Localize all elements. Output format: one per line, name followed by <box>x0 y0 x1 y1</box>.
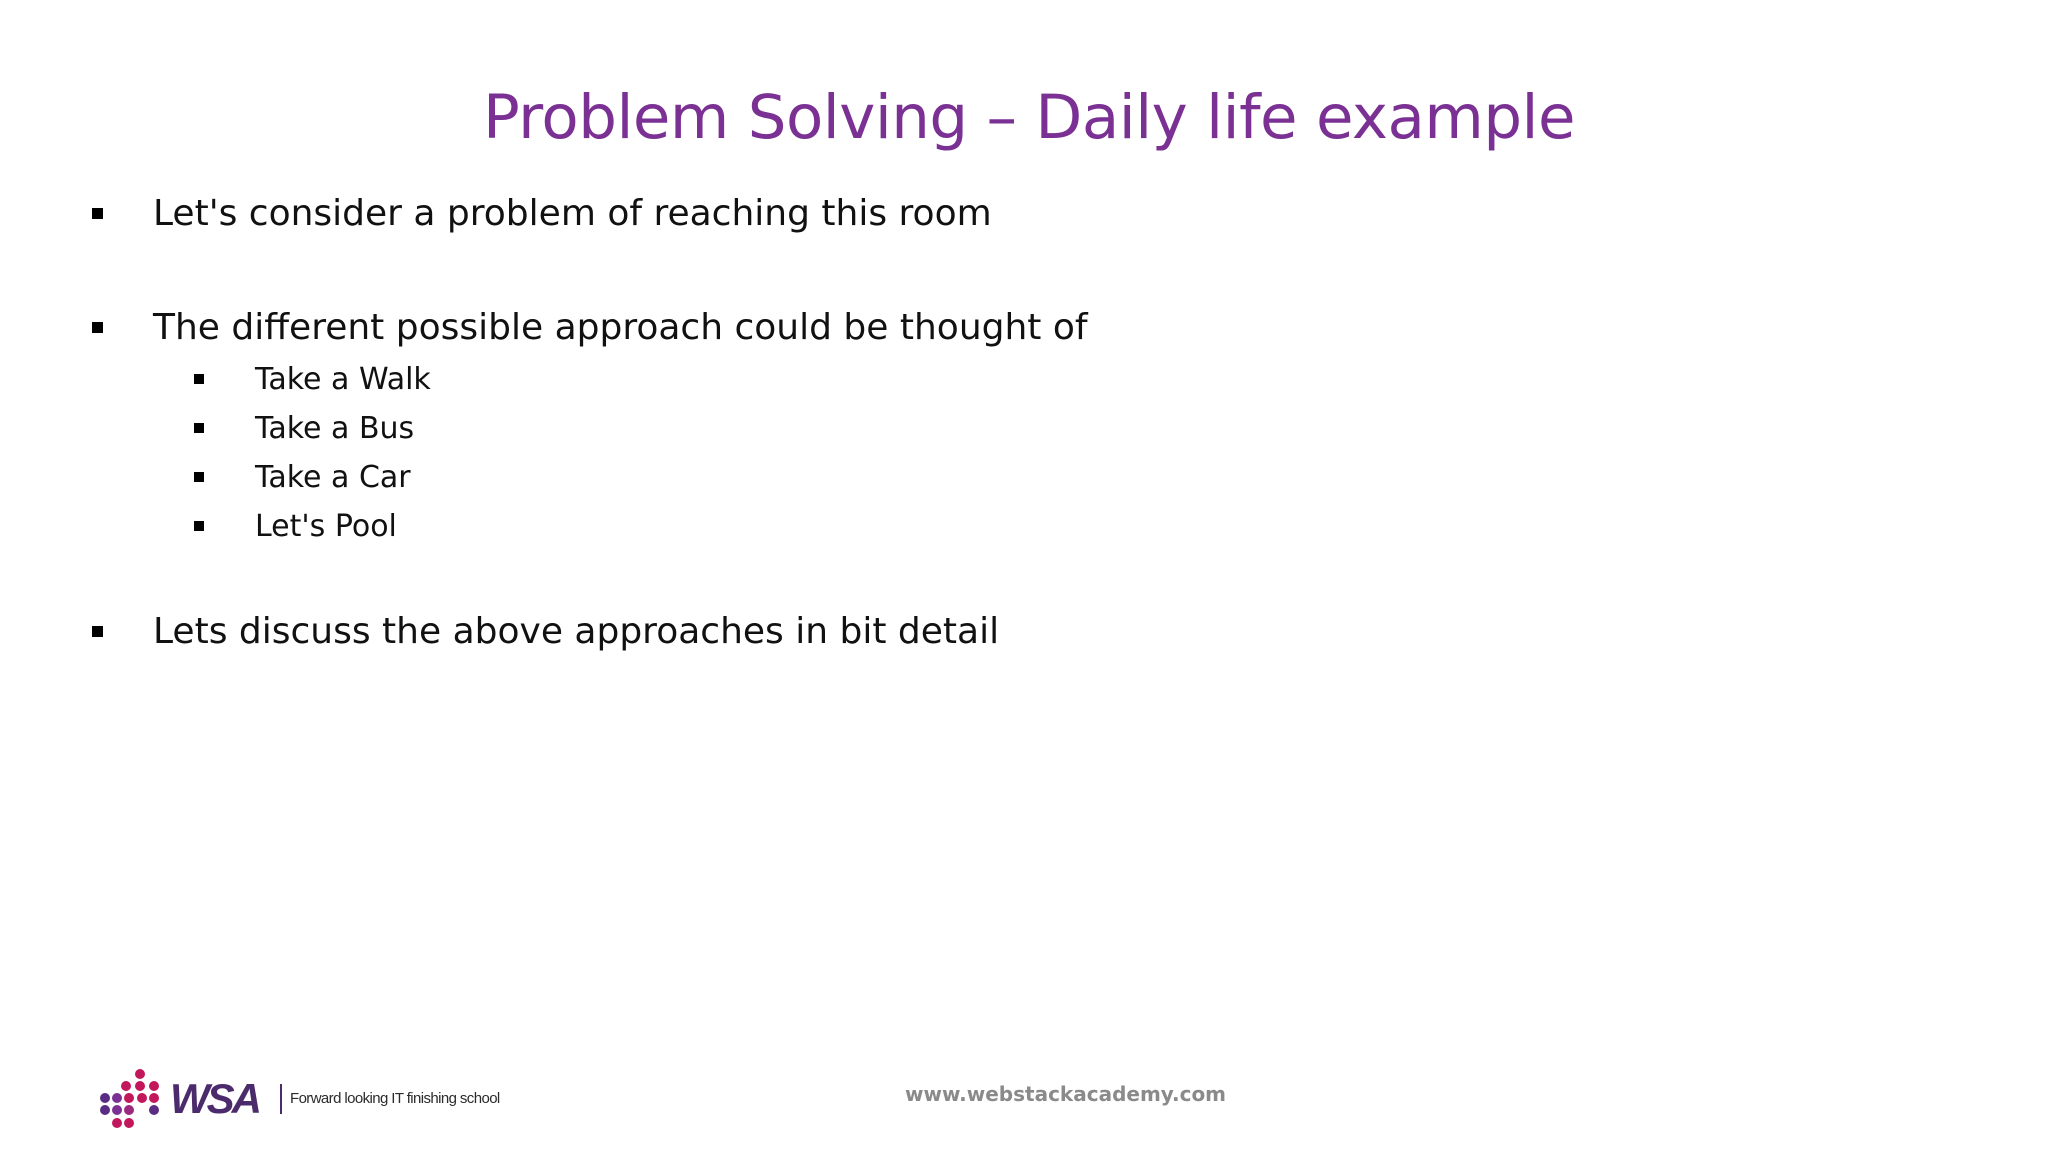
square-bullet-icon <box>92 208 103 219</box>
bullet-text: Lets discuss the above approaches in bit detail <box>153 611 1000 652</box>
footer-url: www.webstackacademy.com <box>905 1082 1227 1106</box>
square-bullet-icon <box>92 626 103 637</box>
bullet-text: The different possible approach could be thought of <box>153 307 1088 348</box>
sub-bullet-text: Take a Car <box>255 460 411 495</box>
sub-bullet-text: Take a Walk <box>255 362 431 397</box>
sub-bullet-text: Let's Pool <box>255 509 397 544</box>
wsa-logo <box>100 1068 540 1130</box>
square-bullet-icon <box>194 374 204 384</box>
square-bullet-icon <box>194 423 204 433</box>
logo-dots-icon <box>100 1068 164 1130</box>
logo-wordmark: WSA <box>170 1075 259 1122</box>
square-bullet-icon <box>92 322 103 333</box>
square-bullet-icon <box>194 521 204 531</box>
square-bullet-icon <box>194 472 204 482</box>
logo-divider <box>280 1084 282 1114</box>
slide-title: Problem Solving – Daily life example <box>482 82 1576 153</box>
bullet-text: Let's consider a problem of reaching this room <box>153 193 992 234</box>
logo-tagline: Forward looking IT finishing school <box>290 1090 500 1107</box>
sub-bullet-text: Take a Bus <box>255 411 415 446</box>
